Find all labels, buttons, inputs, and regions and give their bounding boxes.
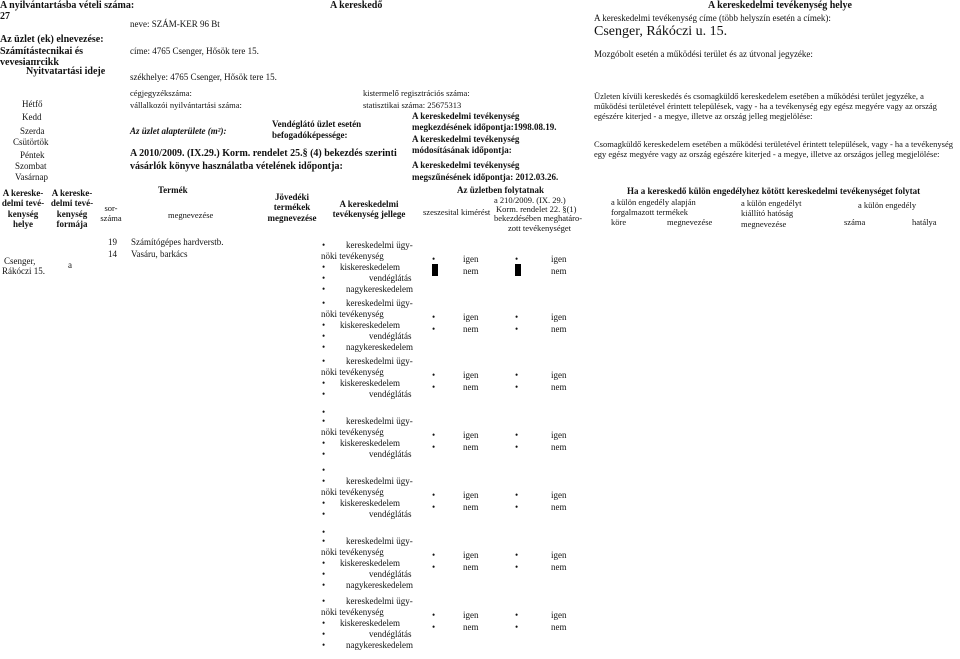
bullet-icon: • <box>515 550 519 560</box>
bullet-icon: • <box>432 622 436 632</box>
activity-catering: vendéglátás <box>369 509 412 519</box>
alcohol-answer-yes: igen <box>463 370 479 380</box>
decree-answer-yes: igen <box>551 610 567 620</box>
mobile-shop-note: Mozgóbolt esetén a működési terület és az útvonal jegyzéke: <box>594 49 813 59</box>
modification-date-label: A kereskedelmi tevékenység <box>412 134 520 144</box>
permit-number-2: száma <box>844 217 866 227</box>
activity-retail: kiskereskedelem <box>340 378 400 388</box>
permit-products-3: köre <box>611 217 627 227</box>
company-registry-label: cégjegyzékszáma: <box>130 88 192 98</box>
activity-catering: vendéglátás <box>369 449 412 459</box>
decree-answer-no: nem <box>551 382 567 392</box>
day-thursday: Csütörtök <box>13 137 49 147</box>
column-header-in-shop: Az üzletben folytatnak <box>457 185 544 195</box>
bullet-icon: • <box>515 370 519 380</box>
start-date-value: megkezdésének időpontja:1998.08.19. <box>412 122 557 132</box>
bullet-icon: • <box>322 416 326 426</box>
activity-catering: vendéglátás <box>369 569 412 579</box>
bullet-icon: • <box>322 284 326 294</box>
start-date-label: A kereskedelmi tevékenység <box>412 111 520 121</box>
registration-number-label: A nyilvántartásba vételi száma: <box>0 0 135 11</box>
activity-address-value: Csenger, Rákóczi u. 15. <box>594 24 728 39</box>
outside-trade-note: Üzleten kívüli kereskedés és csomagküldő kereskedelem esetében a működési terület jegyzéke, a működési területével érintett települések, vagy - ha a tevékenység egy egész megyére vagy az ország egészére kiterjed - a megye, illetve az ország jelleg megjelölése: <box>594 91 937 121</box>
activity-agency-line-1: kereskedelmi ügy- <box>346 476 413 486</box>
row-2-seq: 14 <box>108 249 117 259</box>
bullet-icon: • <box>515 610 519 620</box>
alcohol-answer-no: nem <box>463 382 479 392</box>
bullet-icon: • <box>322 342 326 352</box>
bullet-icon: • <box>322 378 326 388</box>
shop-name-line-3: vevesiaпrcikk <box>0 57 59 68</box>
permit-products-4: megnevezése <box>667 217 713 227</box>
alcohol-answer-no: nem <box>463 502 479 512</box>
day-monday: Hétfő <box>22 99 43 109</box>
registration-number-value: 27 <box>0 11 10 22</box>
bullet-icon: • <box>432 610 436 620</box>
activity-address-label: A kereskedelmi tevékenység címe (több helyszín esetén a címek): <box>594 13 831 23</box>
column-header-decree-2: Korm. rendelet 22. §(1) <box>496 204 577 214</box>
bullet-icon: • <box>322 449 326 459</box>
end-date-value: megszűnésének időpontja: 2012.03.26. <box>412 172 559 182</box>
day-sunday: Vasárnap <box>15 172 48 182</box>
activity-catering: vendéglátás <box>369 331 412 341</box>
mail-order-note: Csomagküldő kereskedelem esetében a működési területével érintett települések, vagy - ha a tevékenység egy egész megyére vagy az ország egészére kiterjed - a megye, illetve az országos jelleg megjelölése: <box>594 139 953 159</box>
bullet-icon: • <box>432 382 436 392</box>
alcohol-answer-yes: igen <box>463 490 479 500</box>
column-header-place: A kereske-delmi tevé-kenység helye <box>1 188 45 230</box>
bullet-icon: • <box>515 254 519 264</box>
bullet-icon: • <box>515 562 519 572</box>
activity-catering: vendéglátás <box>369 629 412 639</box>
bullet-icon: • <box>322 356 326 366</box>
activity-catering: vendéglátás <box>369 389 412 399</box>
bullet-icon: • <box>515 622 519 632</box>
column-header-product-name: megnevezése <box>168 210 214 220</box>
page-title: A kereskedő <box>330 0 383 11</box>
decree-answer-no: nem <box>551 502 567 512</box>
column-header-product: Termék <box>158 185 188 195</box>
activity-agency-line-2: nöki tevékenység <box>321 547 384 557</box>
activity-agency-line-2: nöki tevékenység <box>321 427 384 437</box>
bullet-icon: • <box>432 442 436 452</box>
permit-products-1: a külön engedély alapján <box>611 197 696 207</box>
special-permit-title: Ha a kereskedő külön engedélyhez kötött kereskedelmi tevékenységet folytat <box>627 186 921 196</box>
bullet-icon: • <box>515 502 519 512</box>
opening-hours-label: Nyitvatartási ideje <box>26 66 106 77</box>
decree-answer-yes: igen <box>551 430 567 440</box>
alcohol-answer-yes: igen <box>463 610 479 620</box>
bullet-icon: • <box>322 465 326 475</box>
bullet-icon: • <box>432 490 436 500</box>
activity-place-title: A kereskedelmi tevékenység helye <box>708 0 852 11</box>
column-header-excise: Jövedéki termékek megnevezése <box>267 192 317 223</box>
bullet-icon: • <box>432 324 436 334</box>
alcohol-answer-yes: igen <box>463 312 479 322</box>
row-1-product: Számítógépes hardverstb. <box>131 237 224 247</box>
decree-answer-yes: igen <box>551 254 567 264</box>
activity-agency-line-2: nöki tevékenység <box>321 309 384 319</box>
bullet-icon: • <box>322 640 326 650</box>
alcohol-answer-no: nem <box>463 622 479 632</box>
end-date-label: A kereskedelmi tevékenység <box>412 160 520 170</box>
bullet-icon: • <box>322 407 326 417</box>
column-header-nature: A kereskedelmi tevékenység jellege <box>332 199 406 220</box>
activity-wholesale: nagykereskedelem <box>346 284 413 294</box>
place-value-line-1: Csenger, <box>4 256 36 266</box>
activity-catering: vendéglátás <box>369 273 412 283</box>
alcohol-answer-no: nem <box>463 266 479 276</box>
bullet-icon: • <box>432 312 436 322</box>
decree-answer-no: nem <box>551 562 567 572</box>
bullet-icon: • <box>515 490 519 500</box>
activity-agency-line-2: nöki tevékenység <box>321 367 384 377</box>
place-value-line-2: Rákóczi 15. <box>2 266 45 276</box>
bullet-icon: • <box>322 569 326 579</box>
bullet-icon: • <box>322 618 326 628</box>
day-tuesday: Kedd <box>22 112 42 122</box>
decree-answer-no: nem <box>551 622 567 632</box>
column-header-form: A kereske-delmi tevé-kenység formája <box>50 188 94 230</box>
catering-capacity-label: Vendéglátó üzlet esetén <box>272 119 362 129</box>
activity-agency-line-1: kereskedelmi ügy- <box>346 536 413 546</box>
bullet-icon: • <box>322 331 326 341</box>
activity-retail: kiskereskedelem <box>340 320 400 330</box>
bullet-icon: • <box>322 240 326 250</box>
activity-agency-line-1: kereskedelmi ügy- <box>346 596 413 606</box>
shop-area-label: Az üzlet alapterülete (m²): <box>130 126 227 136</box>
day-wednesday: Szerda <box>20 126 45 136</box>
complaint-book-line: vásárlók könyve használatba vételének időpontja: <box>130 161 343 172</box>
alcohol-answer-yes: igen <box>463 430 479 440</box>
activity-wholesale: nagykereskedelem <box>346 580 413 590</box>
activity-agency-line-1: kereskedelmi ügy- <box>346 416 413 426</box>
column-header-alcohol: szeszesital kimérést <box>423 207 491 217</box>
bullet-icon: • <box>322 262 326 272</box>
bullet-icon: • <box>322 558 326 568</box>
activity-agency-line-1: kereskedelmi ügy- <box>346 298 413 308</box>
permit-authority-3: megnevezése <box>741 219 787 229</box>
decree-answer-yes: igen <box>551 370 567 380</box>
column-header-decree-4: zott tevékenységet <box>508 223 572 233</box>
decree-answer-no: nem <box>551 266 567 276</box>
decree-answer-yes: igen <box>551 490 567 500</box>
bullet-icon: • <box>322 527 326 537</box>
shop-name-line-2: Számítástecnikai és <box>0 46 84 57</box>
owner-seat: székhelye: 4765 Csenger, Hősök tere 15. <box>130 72 277 82</box>
row-2-product: Vasáru, barkács <box>131 249 188 259</box>
modification-date-value: módosításának időpontja: <box>412 145 512 155</box>
decree-answer-no: nem <box>551 324 567 334</box>
bullet-icon: • <box>322 629 326 639</box>
small-producer-label: kistermelő regisztrációs száma: <box>363 88 470 98</box>
alcohol-answer-no: nem <box>463 324 479 334</box>
alcohol-answer-yes: igen <box>463 550 479 560</box>
activity-agency-line-1: kereskedelmi ügy- <box>346 356 413 366</box>
bullet-icon: • <box>322 536 326 546</box>
bullet-icon: • <box>432 370 436 380</box>
form-value: a <box>68 260 72 270</box>
column-header-seq: sor-száma <box>100 203 122 223</box>
bullet-icon: • <box>432 562 436 572</box>
alcohol-answer-no: nem <box>463 562 479 572</box>
bullet-icon: • <box>322 596 326 606</box>
activity-retail: kiskereskedelem <box>340 498 400 508</box>
permit-authority-1: a külön engedélyt <box>741 198 802 208</box>
activity-retail: kiskereskedelem <box>340 438 400 448</box>
bullet-icon: • <box>322 298 326 308</box>
permit-products-2: forgalmazott termékek <box>611 207 689 217</box>
bullet-icon: • <box>322 273 326 283</box>
catering-capacity-label-2: befogadóképessége: <box>272 130 348 140</box>
activity-wholesale: nagykereskedelem <box>346 342 413 352</box>
activity-agency-line-2: nöki tevékenység <box>321 251 384 261</box>
alcohol-answer-yes: igen <box>463 254 479 264</box>
activity-agency-line-2: nöki tevékenység <box>321 607 384 617</box>
bullet-icon: • <box>515 430 519 440</box>
bullet-icon: • <box>432 550 436 560</box>
decree-line: A 2010/2009. (IX.29.) Korm. rendelet 25.§ (4) bekezdés szerinti <box>130 148 397 159</box>
permit-validity: hatálya <box>912 217 937 227</box>
column-header-decree-1: a 210/2009. (IX. 29.) <box>494 195 566 205</box>
bullet-icon: • <box>432 254 436 264</box>
permit-authority-2: kiállító hatóság <box>741 208 794 218</box>
bullet-icon: • <box>322 509 326 519</box>
bullet-icon: • <box>515 312 519 322</box>
decree-answer-yes: igen <box>551 312 567 322</box>
bullet-icon: • <box>322 498 326 508</box>
bullet-icon: • <box>322 438 326 448</box>
statistical-number: statisztikai száma: 25675313 <box>363 100 462 110</box>
activity-retail: kiskereskedelem <box>340 262 400 272</box>
bullet-icon: • <box>322 320 326 330</box>
bullet-icon: • <box>322 476 326 486</box>
activity-wholesale: nagykereskedelem <box>346 640 413 650</box>
bullet-icon: • <box>515 442 519 452</box>
row-1-seq: 19 <box>108 237 117 247</box>
bullet-icon: • <box>322 580 326 590</box>
day-friday: Péntek <box>20 150 45 160</box>
permit-number-1: a külön engedély <box>858 200 917 210</box>
decree-answer-yes: igen <box>551 550 567 560</box>
activity-retail: kiskereskedelem <box>340 558 400 568</box>
decree-answer-no: nem <box>551 442 567 452</box>
bullet-icon: • <box>515 324 519 334</box>
bullet-icon: • <box>515 382 519 392</box>
bullet-icon: • <box>432 430 436 440</box>
bullet-icon: • <box>432 502 436 512</box>
activity-agency-line-2: nöki tevékenység <box>321 487 384 497</box>
shop-name-label: Az üzlet (ek) elnevezése: <box>0 34 104 45</box>
column-header-decree-3: bekezdésében meghatáro- <box>494 213 583 223</box>
activity-retail: kiskereskedelem <box>340 618 400 628</box>
owner-address: címe: 4765 Csenger, Hősök tere 15. <box>130 46 259 56</box>
activity-agency-line-1: kereskedelmi ügy- <box>346 240 413 250</box>
entrepreneur-registry-label: vállalkozói nyilvántartási száma: <box>130 100 242 110</box>
alcohol-answer-no: nem <box>463 442 479 452</box>
checkbox-filled-icon <box>515 264 521 276</box>
owner-name: neve: SZÁM-KER 96 Bt <box>130 19 220 29</box>
bullet-icon: • <box>322 389 326 399</box>
day-saturday: Szombat <box>15 161 47 171</box>
checkbox-filled-icon <box>432 264 438 276</box>
